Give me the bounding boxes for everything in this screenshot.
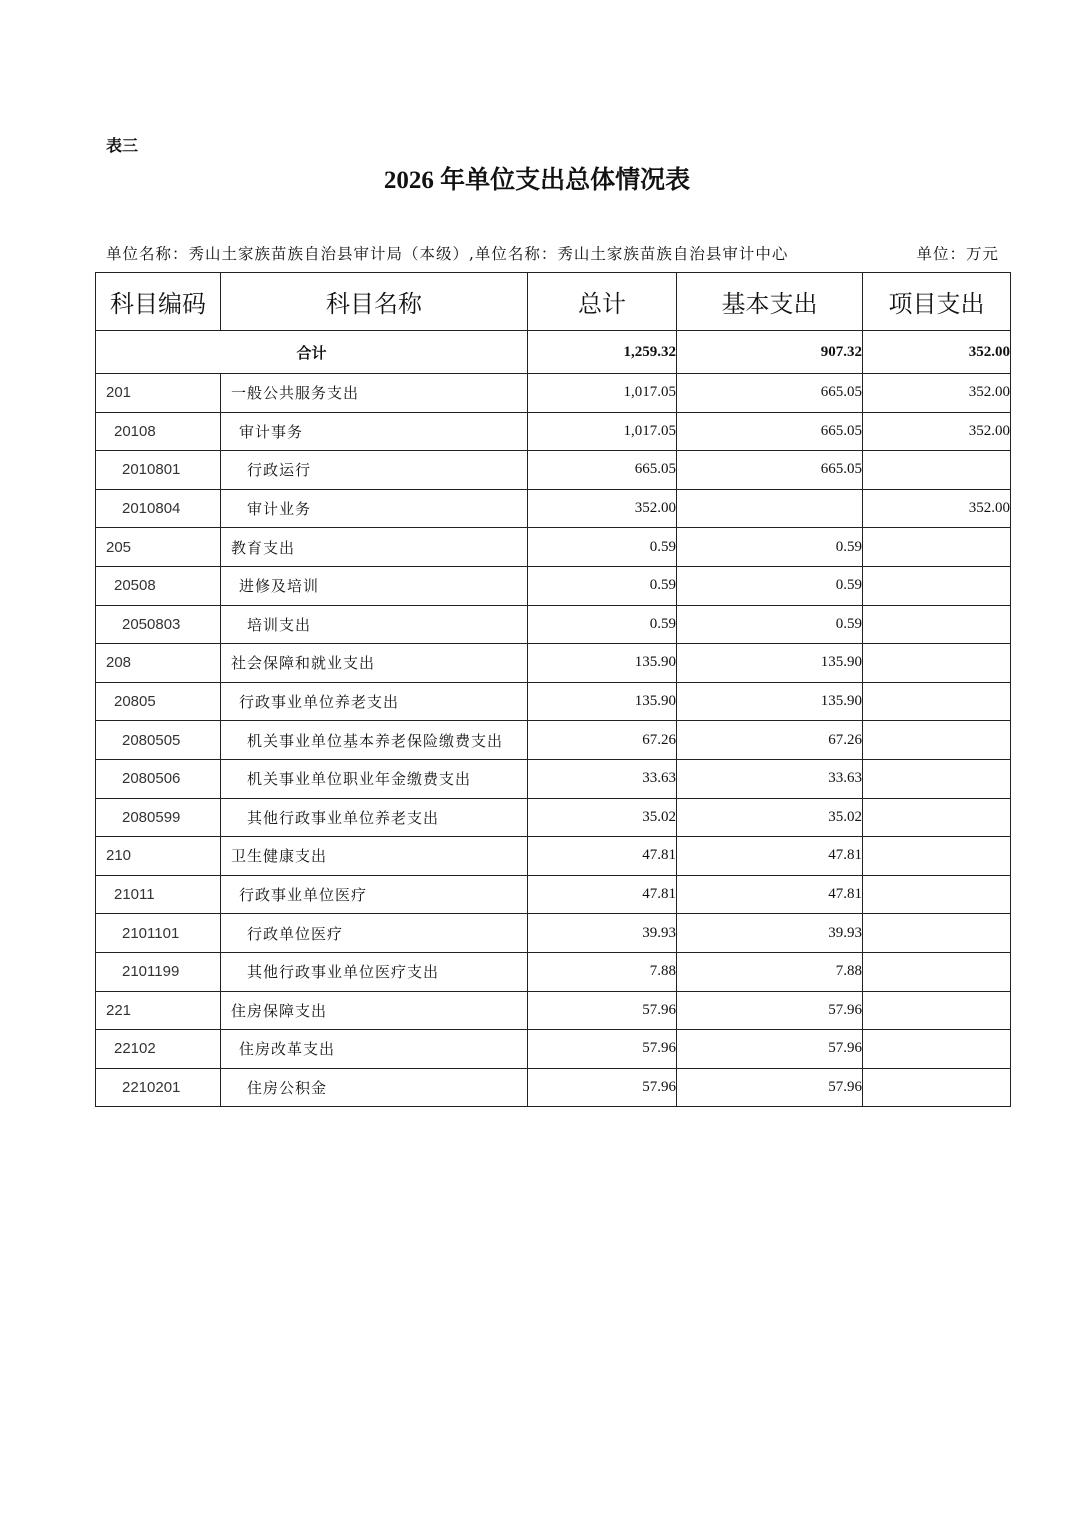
cell-project [863,451,1011,490]
header-project: 项目支出 [863,273,1011,331]
table-row [96,991,1011,1030]
cell-name: 培训支出 [221,605,528,644]
cell-project [863,952,1011,991]
cell-name: 一般公共服务支出 [221,374,528,413]
cell-total: 67.26 [528,721,677,760]
cell-code: 208 [96,644,221,683]
cell-name: 机关事业单位基本养老保险缴费支出 [221,721,528,760]
cell-project [863,682,1011,721]
header-name: 科目名称 [221,273,528,331]
cell-code: 2080506 [96,759,221,798]
table-row [96,952,1011,991]
cell-code: 20805 [96,682,221,721]
table-row [96,528,1011,567]
cell-code: 2050803 [96,605,221,644]
cell-code: 2101199 [96,952,221,991]
cell-project [863,528,1011,567]
cell-code: 221 [96,991,221,1030]
table-row [96,644,1011,683]
cell-code: 2010801 [96,451,221,490]
table-row [96,412,1011,451]
cell-project [863,1030,1011,1069]
cell-total: 135.90 [528,682,677,721]
cell-basic: 47.81 [677,837,863,876]
cell-total: 57.96 [528,991,677,1030]
cell-total: 7.88 [528,952,677,991]
cell-project [863,991,1011,1030]
cell-code: 210 [96,837,221,876]
cell-basic: 57.96 [677,1068,863,1107]
cell-name: 其他行政事业单位养老支出 [221,798,528,837]
cell-basic: 0.59 [677,566,863,605]
header-row [96,273,1011,331]
table-row [96,721,1011,760]
table-row [96,451,1011,490]
header-basic: 基本支出 [677,273,863,331]
cell-name: 住房公积金 [221,1068,528,1107]
cell-project: 352.00 [863,412,1011,451]
cell-total: 33.63 [528,759,677,798]
table-row [96,759,1011,798]
cell-basic: 47.81 [677,875,863,914]
cell-name: 教育支出 [221,528,528,567]
cell-code: 205 [96,528,221,567]
table-row [96,798,1011,837]
cell-basic: 67.26 [677,721,863,760]
cell-code: 2101101 [96,914,221,953]
cell-name: 审计业务 [221,489,528,528]
cell-basic: 665.05 [677,451,863,490]
cell-project [863,1068,1011,1107]
cell-basic: 135.90 [677,682,863,721]
cell-total: 352.00 [528,489,677,528]
cell-code: 201 [96,374,221,413]
cell-project [863,566,1011,605]
table-row [96,875,1011,914]
cell-total: 1,017.05 [528,374,677,413]
cell-total: 35.02 [528,798,677,837]
table-row [96,605,1011,644]
table-row [96,682,1011,721]
table-label: 表三 [106,136,139,155]
total-amount: 1,259.32 [528,331,677,374]
cell-code: 2010804 [96,489,221,528]
table-row [96,837,1011,876]
cell-basic: 665.05 [677,374,863,413]
cell-name: 住房改革支出 [221,1030,528,1069]
cell-name: 行政运行 [221,451,528,490]
cell-project [863,798,1011,837]
table-row [96,1030,1011,1069]
cell-name: 行政单位医疗 [221,914,528,953]
cell-total: 1,017.05 [528,412,677,451]
cell-basic: 665.05 [677,412,863,451]
header-total: 总计 [528,273,677,331]
table-row [96,374,1011,413]
cell-basic: 57.96 [677,1030,863,1069]
table-row [96,566,1011,605]
cell-total: 57.96 [528,1030,677,1069]
cell-name: 社会保障和就业支出 [221,644,528,683]
cell-code: 2080505 [96,721,221,760]
cell-project: 352.00 [863,489,1011,528]
cell-code: 22102 [96,1030,221,1069]
cell-total: 665.05 [528,451,677,490]
cell-code: 2080599 [96,798,221,837]
cell-total: 0.59 [528,528,677,567]
cell-basic: 33.63 [677,759,863,798]
cell-project [863,644,1011,683]
cell-name: 其他行政事业单位医疗支出 [221,952,528,991]
table-row [96,489,1011,528]
meta-row [106,242,999,264]
total-project: 352.00 [863,331,1011,374]
cell-total: 47.81 [528,837,677,876]
table-row [96,1068,1011,1107]
cell-project [863,875,1011,914]
cell-total: 47.81 [528,875,677,914]
table-row [96,914,1011,953]
cell-basic: 135.90 [677,644,863,683]
cell-total: 57.96 [528,1068,677,1107]
cell-basic [677,489,863,528]
total-basic: 907.32 [677,331,863,374]
cell-code: 2210201 [96,1068,221,1107]
cell-project [863,605,1011,644]
cell-name: 审计事务 [221,412,528,451]
unit-measure: 单位：万元 [916,245,999,263]
cell-basic: 0.59 [677,528,863,567]
cell-name: 机关事业单位职业年金缴费支出 [221,759,528,798]
cell-code: 21011 [96,875,221,914]
cell-code: 20108 [96,412,221,451]
cell-name: 进修及培训 [221,566,528,605]
cell-name: 住房保障支出 [221,991,528,1030]
cell-total: 135.90 [528,644,677,683]
cell-project: 352.00 [863,374,1011,413]
cell-basic: 35.02 [677,798,863,837]
total-row [96,331,1011,374]
cell-name: 卫生健康支出 [221,837,528,876]
cell-basic: 0.59 [677,605,863,644]
cell-total: 0.59 [528,566,677,605]
page-title: 2026 年单位支出总体情况表 [383,167,691,194]
total-label: 合计 [96,331,528,374]
cell-name: 行政事业单位养老支出 [221,682,528,721]
cell-project [863,914,1011,953]
cell-name: 行政事业单位医疗 [221,875,528,914]
header-code: 科目编码 [96,273,221,331]
cell-total: 39.93 [528,914,677,953]
cell-basic: 57.96 [677,991,863,1030]
cell-total: 0.59 [528,605,677,644]
cell-project [863,837,1011,876]
cell-basic: 7.88 [677,952,863,991]
cell-project [863,759,1011,798]
expenditure-table [95,272,1011,1107]
cell-basic: 39.93 [677,914,863,953]
cell-code: 20508 [96,566,221,605]
cell-project [863,721,1011,760]
unit-name-line: 单位名称：秀山土家族苗族自治县审计局（本级）,单位名称：秀山土家族苗族自治县审计中心 [106,245,789,263]
